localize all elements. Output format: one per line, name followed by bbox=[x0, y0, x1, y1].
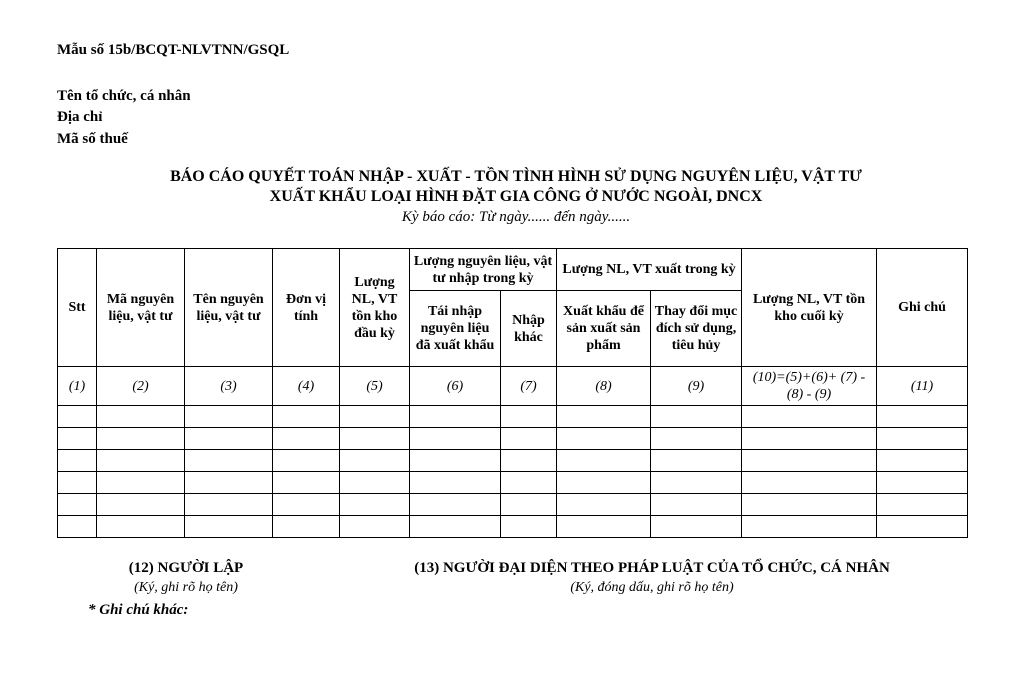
column-number: (4) bbox=[273, 367, 340, 406]
column-number: (5) bbox=[340, 367, 410, 406]
table-row bbox=[58, 428, 968, 450]
header-exported-group: Lượng NL, VT xuất trong kỳ bbox=[557, 249, 742, 291]
tax-code-label: Mã số thuế bbox=[57, 131, 128, 147]
column-number: (3) bbox=[185, 367, 273, 406]
table-row bbox=[58, 450, 968, 472]
column-number: (2) bbox=[97, 367, 185, 406]
column-number: (7) bbox=[501, 367, 557, 406]
table-row bbox=[58, 494, 968, 516]
report-period: Kỳ báo cáo: Từ ngày...... đến ngày...... bbox=[401, 209, 631, 225]
column-number: (1) bbox=[58, 367, 97, 406]
header-notes: Ghi chú bbox=[877, 249, 968, 367]
column-number: (11) bbox=[877, 367, 968, 406]
header-stt: Stt bbox=[58, 249, 97, 367]
preparer-title: (12) NGƯỜI LẬP bbox=[128, 560, 244, 576]
header-export-for-production: Xuất khẩu để sản xuất sản phẩm bbox=[557, 291, 651, 367]
preparer-signature-note: (Ký, ghi rõ họ tên) bbox=[134, 580, 238, 595]
column-number: (6) bbox=[410, 367, 501, 406]
header-opening-stock: Lượng NL, VT tồn kho đầu kỳ bbox=[340, 249, 410, 367]
form-code: Mẫu số 15b/BCQT-NLVTNN/GSQL bbox=[57, 42, 290, 58]
header-change-purpose: Thay đổi mục đích sử dụng, tiêu hủy bbox=[651, 291, 742, 367]
org-name-label: Tên tổ chức, cá nhân bbox=[57, 88, 191, 104]
representative-signature-note: (Ký, đóng dấu, ghi rõ họ tên) bbox=[570, 580, 734, 595]
header-unit: Đơn vị tính bbox=[273, 249, 340, 367]
table-row bbox=[58, 516, 968, 538]
header-closing-stock: Lượng NL, VT tồn kho cuối kỳ bbox=[742, 249, 877, 367]
report-table bbox=[57, 248, 968, 538]
header-material-code: Mã nguyên liệu, vật tư bbox=[97, 249, 185, 367]
column-number-formula: (10)=(5)+(6)+ (7) - (8) - (9) bbox=[742, 367, 877, 406]
column-number: (8) bbox=[557, 367, 651, 406]
header-reimported: Tái nhập nguyên liệu đã xuất khẩu bbox=[410, 291, 501, 367]
report-title-line-2: XUẤT KHẨU LOẠI HÌNH ĐẶT GIA CÔNG Ở NƯỚC NGOÀI, DNCX bbox=[269, 188, 763, 205]
report-title-line-1: BÁO CÁO QUYẾT TOÁN NHẬP - XUẤT - TỒN TÌNH HÌNH SỬ DỤNG NGUYÊN LIỆU, VẬT TƯ bbox=[170, 168, 862, 185]
table-row bbox=[58, 406, 968, 428]
address-label: Địa chỉ bbox=[57, 109, 103, 125]
representative-title: (13) NGƯỜI ĐẠI DIỆN THEO PHÁP LUẬT CỦA TỔ CHỨC, CÁ NHÂN bbox=[414, 560, 890, 576]
header-imported-group: Lượng nguyên liệu, vật tư nhập trong kỳ bbox=[410, 249, 557, 291]
header-row-1 bbox=[58, 249, 968, 291]
header-other-import: Nhập khác bbox=[501, 291, 557, 367]
column-number: (9) bbox=[651, 367, 742, 406]
header-material-name: Tên nguyên liệu, vật tư bbox=[185, 249, 273, 367]
table-row bbox=[58, 472, 968, 494]
other-notes-label: * Ghi chú khác: bbox=[88, 602, 189, 618]
column-number-row bbox=[58, 367, 968, 406]
